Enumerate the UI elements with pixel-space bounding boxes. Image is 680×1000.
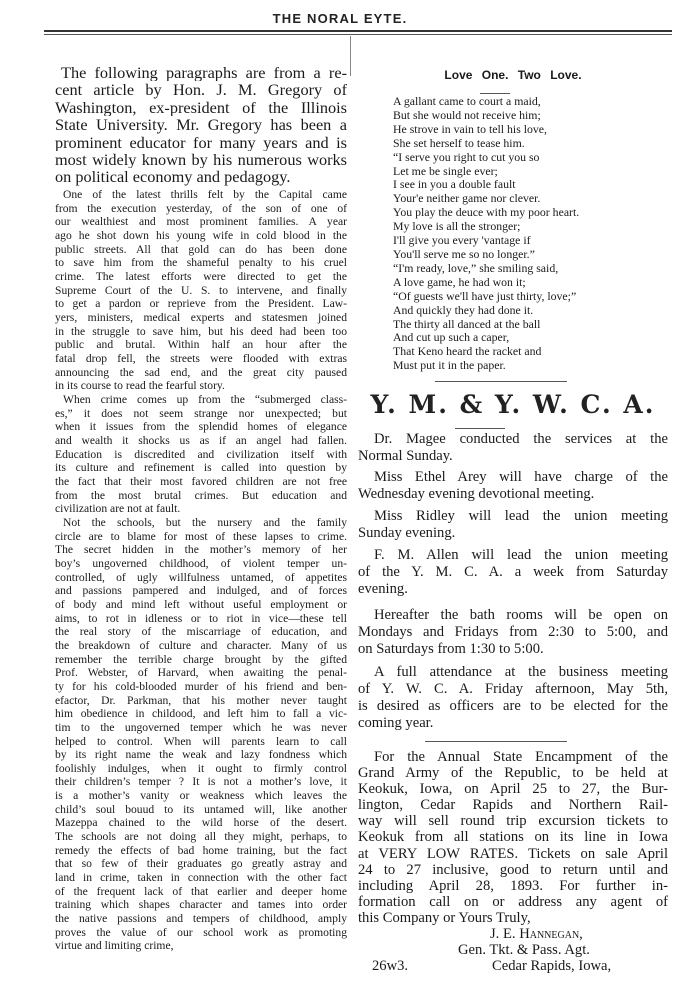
text-line: when it issues from the splendid homes of elegance bbox=[55, 420, 347, 434]
poem-line: That Keno heard the racket and bbox=[393, 344, 542, 359]
notice-code: 26w3. bbox=[372, 958, 409, 974]
column-divider bbox=[350, 36, 351, 76]
text-line: our wealthiest and most prominent families. A year bbox=[55, 215, 347, 229]
text-line: ty for his cold-blooded murder of his friend and ben- bbox=[55, 679, 347, 693]
text-line: the breakdown of culture and character. Many of us bbox=[55, 638, 347, 652]
text-line: coming year. bbox=[358, 715, 434, 731]
text-line: public streets. All that gold can do has been done bbox=[55, 242, 347, 256]
poem-line: She set herself to tease him. bbox=[393, 135, 525, 150]
masthead-rule-thin bbox=[44, 34, 672, 35]
text-line: on political economy and pedagogy. bbox=[55, 168, 291, 186]
poem-line: You'll serve me so no longer.” bbox=[393, 246, 535, 261]
article-paragraph-3 bbox=[55, 516, 347, 953]
text-line: and passions pampered and indulged, and of forces bbox=[55, 584, 347, 598]
poem-line: I see in you a double fault bbox=[393, 177, 516, 192]
text-line: Mazeppa chained to the wild horse of the desert. bbox=[55, 816, 347, 830]
signer-location: Cedar Rapids, Iowa, bbox=[492, 958, 612, 974]
poem-line: Your'e neither game nor clever. bbox=[393, 191, 541, 206]
poem-line: I'll give you every 'vantage if bbox=[393, 233, 531, 248]
text-line: Not the schools, but the nursery and the family bbox=[63, 516, 347, 529]
text-line: formation call on or address any agent of bbox=[358, 893, 668, 910]
text-line: of Y. W. C. A. Friday afternoon, May 5th, bbox=[358, 681, 668, 697]
text-line: its culture and refinement is called into question by bbox=[55, 461, 347, 475]
text-line: Keokuk from all stations on its line in Iowa bbox=[358, 829, 668, 846]
text-line: in its course to read the fearful story. bbox=[55, 379, 225, 393]
text-line: aims, to rot in idleness or to riot in vice—these tell bbox=[55, 611, 347, 625]
text-line: controlled, of ugly willfulness untamed, of appetites bbox=[55, 570, 347, 584]
poem bbox=[393, 95, 579, 373]
text-line: The schools are not doing all they might, perhaps, to bbox=[55, 830, 347, 844]
text-line: The following paragraphs are from a re- bbox=[61, 64, 347, 82]
text-line: ago he shot down his young wife in cold blood in the bbox=[55, 228, 347, 242]
divider bbox=[455, 428, 505, 429]
text-line: boy’s ungoverned childhood, of violent temper un- bbox=[55, 556, 347, 570]
text-line: Normal Sunday. bbox=[358, 448, 453, 464]
text-line: most widely known by his numerous works bbox=[55, 151, 347, 169]
text-line: Prof. Webster, of Harvard, when awaiting the penal- bbox=[55, 666, 347, 680]
text-line: proves the value of our school work as promoting bbox=[55, 925, 347, 939]
text-line: him obedience in childood, and left him to fall a vic- bbox=[55, 707, 347, 721]
text-line: the real story of the miscarriage of education, and bbox=[55, 625, 347, 639]
text-line: from the most brutal crimes. But education and bbox=[55, 488, 347, 502]
text-line: of the Y. M. C. A. a week from Saturday bbox=[358, 564, 668, 580]
poem-line: But she would not receive him; bbox=[393, 107, 541, 122]
ymca-heading: Y. M. & Y. W. C. A. bbox=[370, 390, 656, 419]
text-line: circle are to blame for most of these lapses to crime. bbox=[55, 529, 347, 543]
railway-notice bbox=[358, 749, 668, 926]
ymca-item bbox=[358, 664, 668, 732]
text-line: announcing the sad end, and the great city paused bbox=[55, 365, 347, 379]
text-line: Education is discredited and civilization itself with bbox=[55, 447, 347, 461]
text-line: State University. Mr. Gregory has been a bbox=[55, 116, 347, 134]
text-line: the native passions and tempers of childhood, amply bbox=[55, 912, 347, 926]
text-line: helped to control. When will parents learn to call bbox=[55, 734, 347, 748]
text-line: Grand Army of the Republic, to be held at bbox=[358, 765, 668, 782]
text-line: fatal drop fell, the streets were flooded with extras bbox=[55, 351, 347, 365]
text-line: this Company or Yours Truly, bbox=[358, 909, 531, 926]
text-line: Washington, ex-president of the Illinois bbox=[55, 98, 347, 117]
text-line: their children’s temper ? It is not a mother’s love, it bbox=[55, 775, 347, 789]
text-line: Miss Ethel Arey will have charge of the bbox=[374, 469, 668, 485]
text-line: When crime comes up from the “submerged class- bbox=[63, 393, 347, 406]
signer-title: Gen. Tkt. & Pass. Agt. bbox=[458, 942, 590, 958]
poem-line: And cut up such a caper, bbox=[393, 330, 510, 345]
article-paragraph-2 bbox=[55, 393, 347, 516]
text-line: remember the terrible charge brought by the gifted bbox=[55, 652, 347, 666]
text-line: Miss Ridley will lead the union meeting bbox=[374, 508, 668, 524]
text-line: Supreme Court of the U. S. to intervene, and finally bbox=[55, 283, 347, 297]
text-line: the fact that their most favored children are not free bbox=[55, 474, 347, 488]
divider bbox=[435, 381, 567, 382]
text-line: tim to the ungoverned temper which he was never bbox=[55, 720, 347, 734]
text-line: yers, ministers, medical experts and statesmen joined bbox=[55, 310, 347, 324]
text-line: and wealth it shocks us as if an angel had fallen. bbox=[55, 433, 347, 447]
poem-line: Let me be single ever; bbox=[393, 163, 498, 178]
ymca-item bbox=[358, 431, 668, 465]
ymca-item bbox=[358, 508, 668, 542]
text-line: at VERY LOW RATES. Tickets on sale April bbox=[358, 845, 668, 862]
intro-paragraph bbox=[55, 64, 347, 186]
poem-title: Love One. Two Love. bbox=[444, 68, 582, 82]
text-line: cent article by Hon. J. M. Gregory of bbox=[55, 81, 347, 99]
text-line: foolishly indulges, when it ought to firmly control bbox=[55, 761, 347, 775]
text-line: F. M. Allen will lead the union meeting bbox=[374, 547, 668, 563]
divider bbox=[425, 741, 567, 742]
text-line: Wednesday evening devotional meeting. bbox=[358, 486, 595, 502]
text-line: from the execution yesterday, of the son of one of bbox=[55, 201, 347, 215]
poem-line: My love is all the stronger; bbox=[393, 219, 521, 234]
text-line: to get a pardon or reprieve from the President. Law- bbox=[55, 297, 347, 311]
text-line: evening. bbox=[358, 581, 408, 597]
poem-line: The thirty all danced at the ball bbox=[393, 316, 541, 331]
masthead-rule bbox=[44, 30, 672, 32]
text-line: es,” it does not seem strange nor unexpected; but bbox=[55, 406, 347, 420]
text-line: lington, Cedar Rapids and Northern Rail- bbox=[358, 797, 668, 814]
text-line: Keokuk, Iowa, on April 25 to 27, the Bur- bbox=[358, 781, 668, 798]
text-line: Hereafter the bath rooms will be open on bbox=[374, 607, 668, 623]
text-line: is desired as officers are to be elected for the bbox=[358, 698, 668, 714]
ymca-item bbox=[358, 547, 668, 598]
text-line: on Saturdays from 1:30 to 5:00. bbox=[358, 641, 544, 657]
text-line: land in crime, taken in connection with the other fact bbox=[55, 871, 347, 885]
poem-line: “I'm ready, love,” she smiling said, bbox=[393, 260, 559, 275]
text-line: that so few of their graduates go greatly astray and bbox=[55, 857, 347, 871]
poem-line: A gallant came to court a maid, bbox=[393, 94, 541, 108]
article-paragraph-1 bbox=[55, 188, 347, 393]
text-line: For the Annual State Encampment of the bbox=[374, 749, 668, 765]
text-line: of body and mind left without useful employment or bbox=[55, 597, 347, 611]
text-line: in the struggle to save him, but his deed had been too bbox=[55, 324, 347, 338]
text-line: One of the latest thrills felt by the Capital came bbox=[63, 188, 347, 201]
text-line: 24 to 27 inclusive, good to return until and bbox=[358, 861, 668, 878]
text-line: to save him from the shameful penalty to his cruel bbox=[55, 256, 347, 270]
poem-line: “I serve you right to cut you so bbox=[393, 149, 540, 164]
poem-line: He strove in vain to tell his love, bbox=[393, 121, 547, 136]
text-line: Sunday evening. bbox=[358, 525, 456, 541]
text-line: is a mother’s vanity or weakness which leaves the bbox=[55, 789, 347, 803]
text-line: training which shapes character and tames into order bbox=[55, 898, 347, 912]
text-line: public and brutal. Within half an hour after the bbox=[55, 338, 347, 352]
text-line: The secret hidden in the mother’s memory of her bbox=[55, 543, 347, 557]
ymca-item bbox=[358, 469, 668, 503]
text-line: of the frequent lack of that earlier and deeper home bbox=[55, 884, 347, 898]
text-line: efactor, Dr. Parkman, that his mother never taught bbox=[55, 693, 347, 707]
text-line: child’s soul bouud to its untamed will, like another bbox=[55, 802, 347, 816]
text-line: prominent educator for many years and is bbox=[55, 133, 347, 152]
poem-line: “Of guests we'll have just thirty, love;” bbox=[393, 288, 577, 303]
poem-line: You play the deuce with my poor heart. bbox=[393, 205, 580, 220]
text-line: civilization are not at fault. bbox=[55, 502, 181, 516]
text-line: crime. The latest efforts were directed to get the bbox=[55, 269, 347, 283]
text-line: including April 28, 1893. For further in- bbox=[358, 877, 668, 894]
text-line: remedy the effects of bad home training, but the fact bbox=[55, 843, 347, 857]
ymca-item bbox=[358, 607, 668, 658]
poem-line: Must put it in the paper. bbox=[393, 358, 506, 373]
text-line: virtue and limiting crime, bbox=[55, 939, 174, 953]
masthead: THE NORAL EYTE. bbox=[272, 11, 408, 26]
poem-line: And quickly they had done it. bbox=[393, 302, 534, 317]
text-line: by its right name the weak and lazy fondness which bbox=[55, 748, 347, 762]
text-line: A full attendance at the business meeting bbox=[374, 664, 668, 680]
text-line: way will sell round trip excursion tickets to bbox=[358, 813, 668, 830]
signer-name: J. E. Hannegan, bbox=[490, 926, 583, 942]
text-line: Mondays and Fridays from 2:30 to 5:00, and bbox=[358, 624, 668, 640]
text-line: Dr. Magee conducted the services at the bbox=[374, 431, 668, 447]
poem-line: A love game, he had won it; bbox=[393, 274, 526, 289]
